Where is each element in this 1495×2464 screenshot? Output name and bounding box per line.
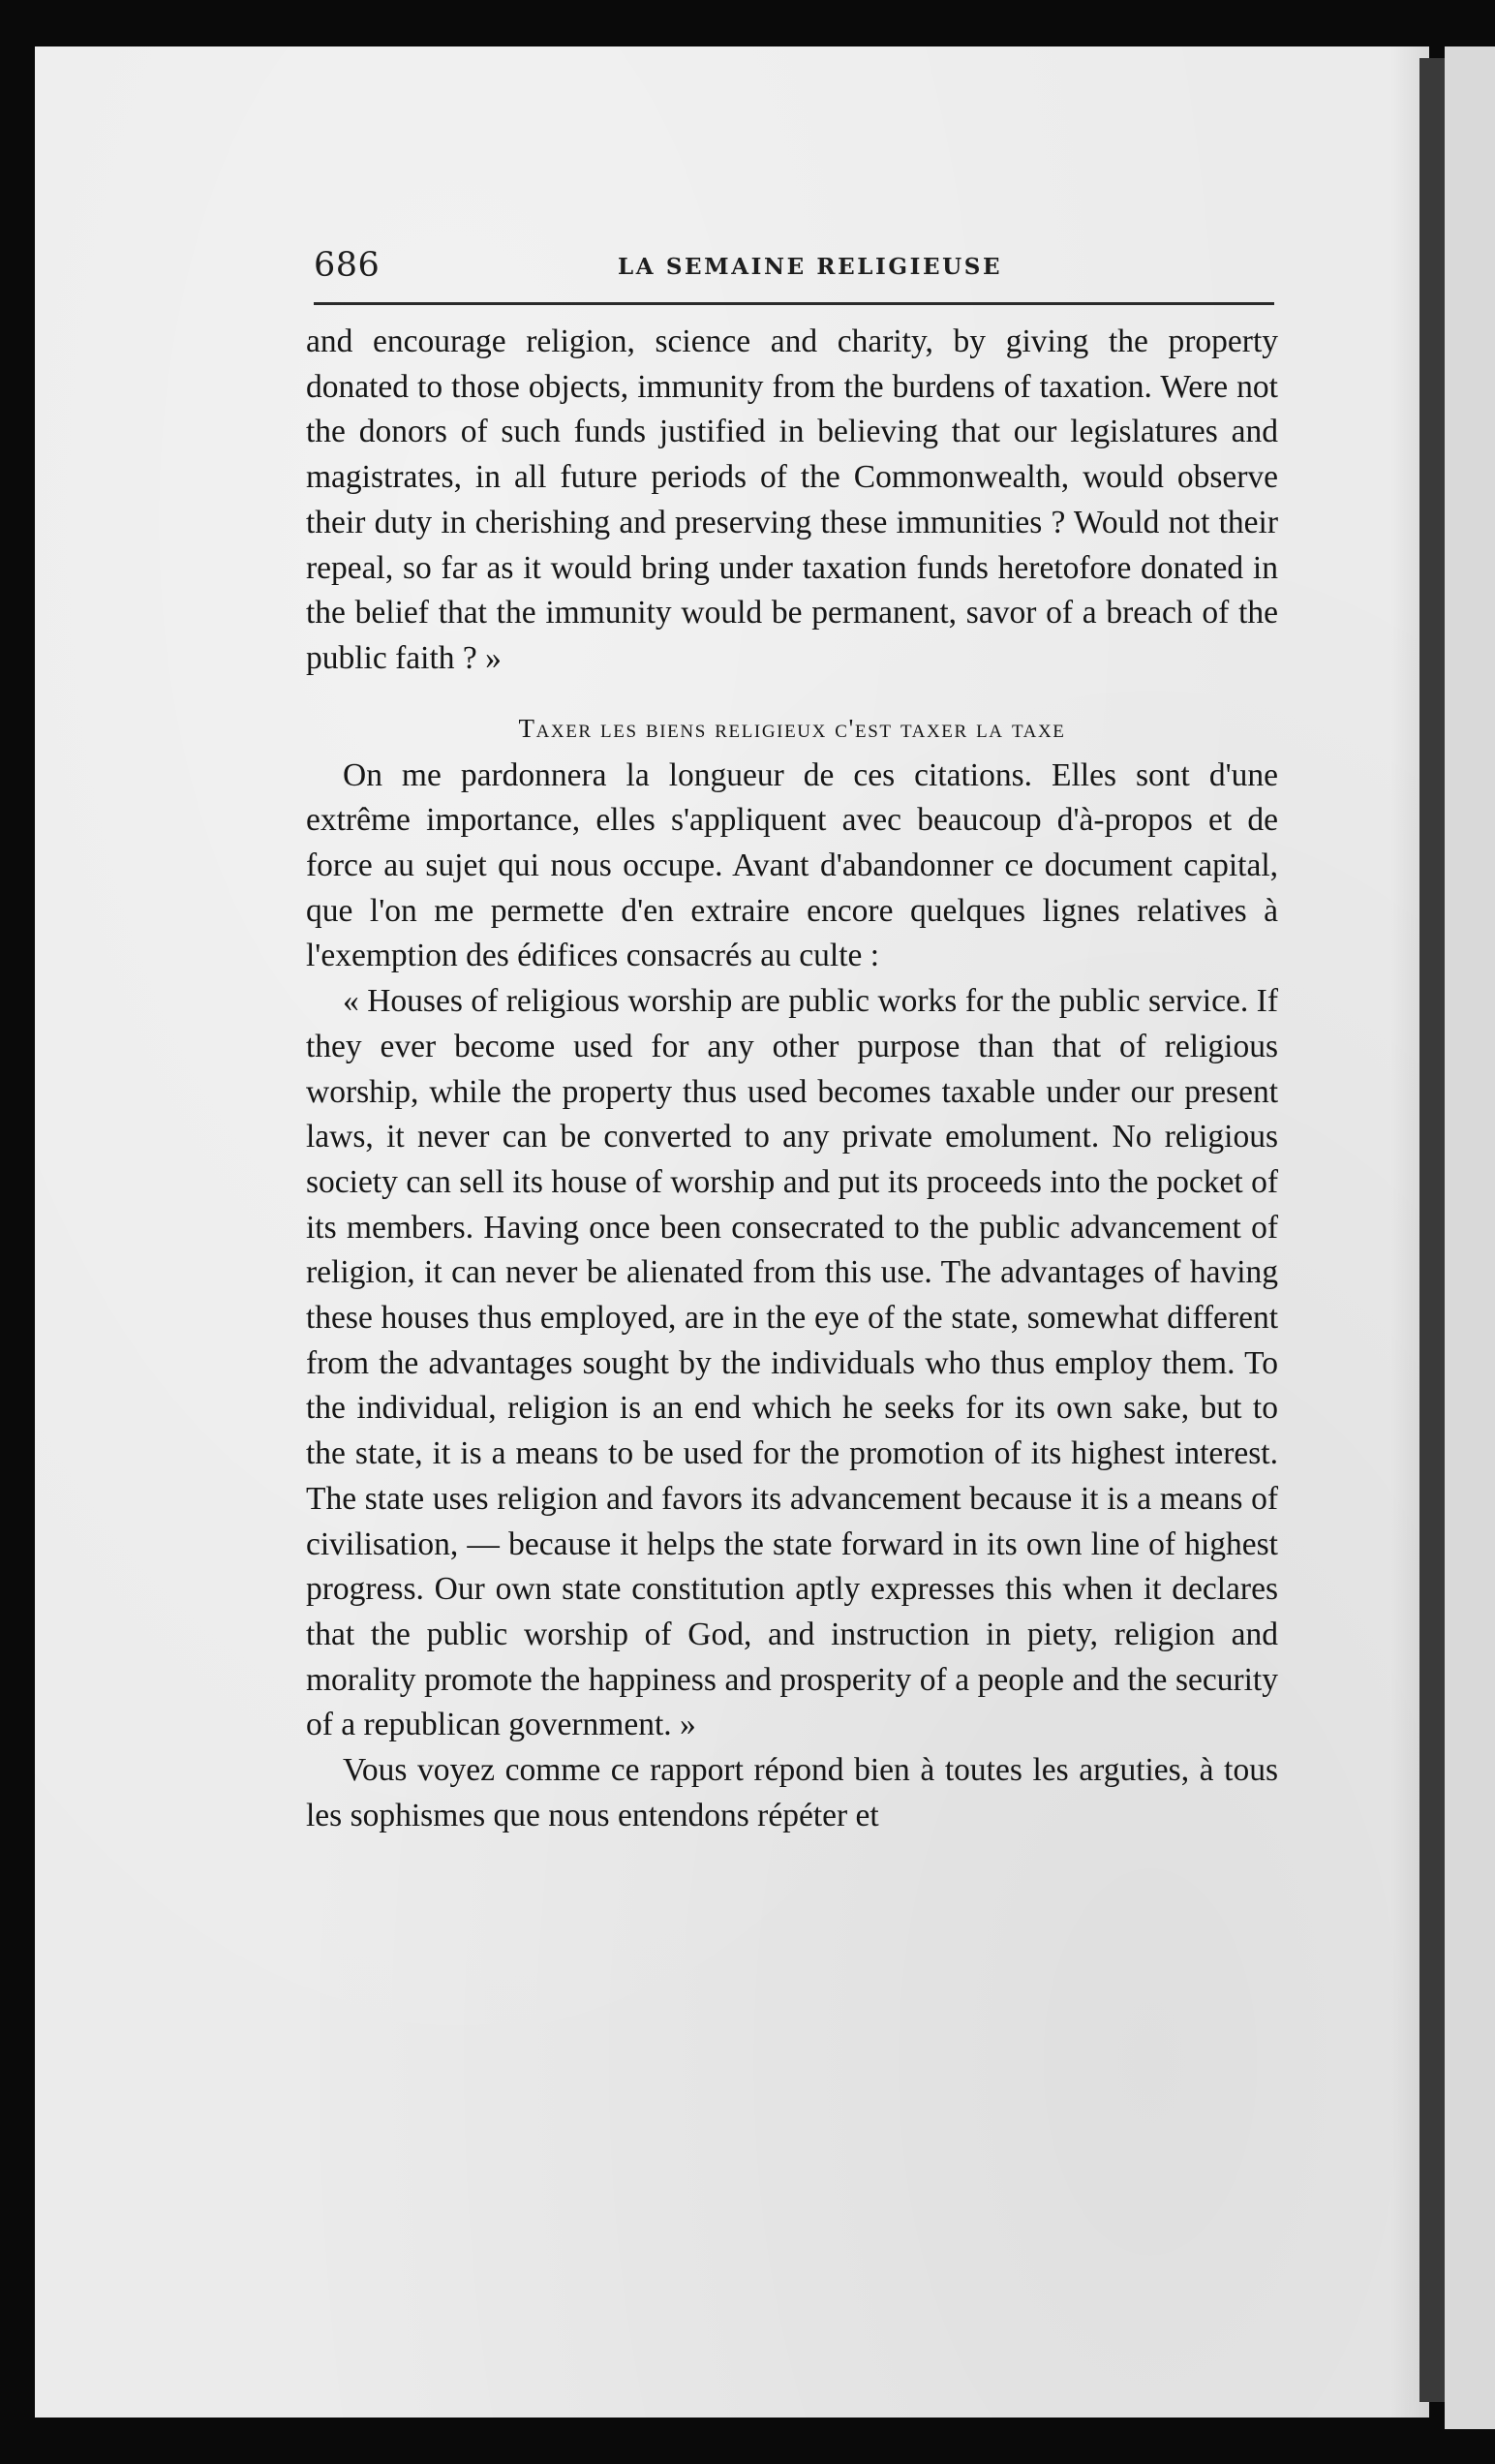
paragraph-houses-of-worship-quote: « Houses of religious worship are public works for the public service. If they ever become used for any other purpose than that of religious worship, while the property thus used becomes taxable under our present laws, it never can be converted to any private emolument. No religious society can sell its house of worship and put its proceeds into the pocket of its members. Having once been consecrated to the public advancement of religion, it can never be alienated from this use. The advantages of having these houses thus employed, are in the eye of the state, somewhat different from the advantages sought by the individuals who thus employ them. To the individual, religion is an end which he seeks for its own sake, but to the state, it is a means to be used for the promotion of its highest interest. The state uses religion and favors its advancement because it is a means of civilisation, — because it helps the state forward in its own line of highest progress. Our own state constitution aptly expresses this when it declares that the public worship of God, and instruction in piety, religion and morality promote the happiness and prosperity of a people and the security of a republican government. » xyxy=(306,983,1278,1743)
page-number: 686 xyxy=(314,246,381,285)
paragraph-conclusion: Vous voyez comme ce rapport répond bien à toutes les arguties, à tous les sophismes que nous entendons répéter et xyxy=(306,1752,1278,1833)
section-heading: Taxer les biens religieux c'est taxer la taxe xyxy=(518,713,1066,743)
book-binding xyxy=(1419,58,1445,2402)
page-body xyxy=(306,320,1278,1839)
page-header xyxy=(314,246,1274,306)
paragraph-continued-quote: and encourage religion, science and charity, by giving the property donated to those objects, immunity from the burdens of taxation. Were not the donors of such funds justified in believing that our legislatures and magistrates, in all future periods of the Commonwealth, would observe their duty in cherishing and preserving these immunities ? Would not their repeal, so far as it would bring under taxation funds heretofore donated in the belief that the immunity would be permanent, savor of a breach of the public faith ? » xyxy=(306,323,1278,676)
facing-page-edge xyxy=(1445,46,1495,2429)
header-rule xyxy=(314,302,1274,305)
running-title: LA SEMAINE RELIGIEUSE xyxy=(618,254,1003,280)
paragraph-citations: On me pardonnera la longueur de ces citations. Elles sont d'une extrême importance, elles s'appliquent avec beaucoup d'à-propos et de force au sujet qui nous occupe. Avant d'abandonner ce document capital, que l'on me permette d'en extraire encore quelques lignes relatives à l'exemption des édifices consacrés au culte : xyxy=(306,756,1278,974)
